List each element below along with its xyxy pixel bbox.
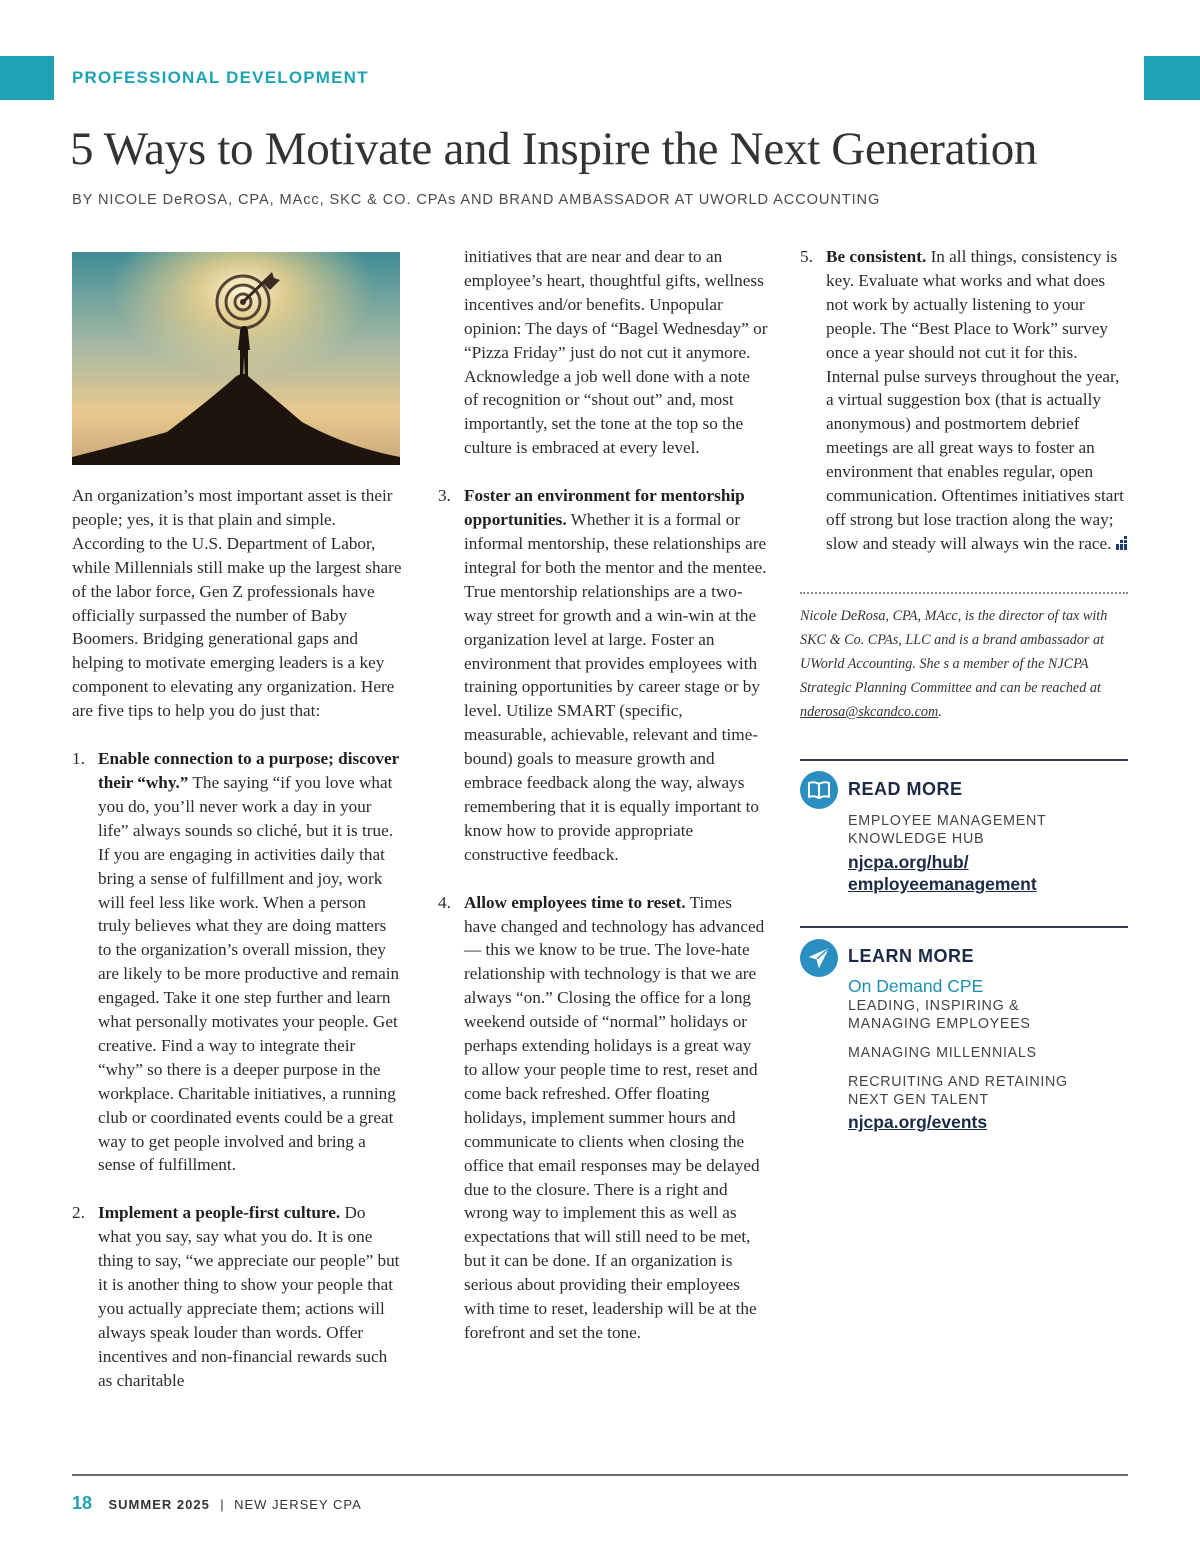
column-2	[438, 245, 768, 1345]
column-3	[800, 245, 1130, 556]
tip-number: 5.	[800, 247, 813, 266]
accent-tab-left	[0, 56, 54, 100]
tip-body: The saying “if you love what you do, you’ll never work a day in your life” always sounds so cliché, but it is true. If you are engaging in activities daily that bring a sense of fulfillment and joy, work will feel less like work. When a person truly believes what they are doing matters to the organization’s overall mission, they are likely to be more productive and remain engaged. Take it one step further and learn what personally motivates your people. Get creative. Find a way to integrate their “why” so there is a deeper purpose in the workplace. Charitable initiatives, a running club or coordinated events could be a great way to get people involved and bring a sense of fulfillment.	[98, 772, 400, 1175]
byline: BY NICOLE DeROSA, CPA, MAcc, SKC & CO. CPAs AND BRAND AMBASSADOR AT UWORLD ACCOUNTING	[72, 192, 881, 208]
tip-number: 1.	[72, 749, 85, 769]
tip-number: 2.	[72, 1203, 85, 1223]
page-number: 18	[72, 1493, 93, 1513]
tip-body: Do what you say, say what you do. It is one thing to say, “we appreciate our people” but it is another thing to show your people that you actually appreciate them; actions will always speak louder than words. Offer incentives and non-financial rewards such as charitable	[98, 1203, 400, 1390]
paper-plane-icon	[800, 939, 838, 977]
read-more-divider	[800, 759, 1128, 761]
tip-body: Whether it is a formal or informal mentorship, these relationships are integral for both the mentor and the mentee. True mentorship relationships are a two-way street for growth and a win-win at the organization level at large. Foster an environment that provides employees with training opportunities by career stage or by level. Utilize SMART (specific, measurable, achievable, relevant and time-bound) goals to measure growth and embrace feedback along the way, always remembering that it is equally important to know how to provide appropriate constructive feedback.	[464, 510, 767, 864]
tip-2-continued	[438, 245, 768, 460]
read-more-caption: EMPLOYEE MANAGEMENT KNOWLEDGE HUB	[848, 813, 1047, 847]
tip-2	[72, 1201, 402, 1392]
learn-more-link[interactable]: njcpa.org/events	[848, 1112, 988, 1132]
tip-3	[438, 484, 768, 867]
intro-paragraph: An organization’s most important asset is their people; yes, it is that plain and simple. According to the U.S. Department of Labor, while Millennials still make up the largest share of the labor force, Gen Z professionals have officially surpassed the number of Baby Boomers. Bridging generational gaps and helping to motivate emerging leaders is a key component to elevating any organization. Here are five tips to help you do just that:	[72, 486, 402, 721]
accent-tab-right	[1144, 56, 1200, 100]
learn-more-title: LEARN MORE	[848, 946, 974, 966]
tip-heading: Be consistent.	[826, 247, 927, 266]
page-footer	[72, 1493, 362, 1514]
book-icon	[800, 771, 838, 809]
tip-number: 3.	[438, 486, 451, 506]
tip-heading: Implement a people-first culture.	[98, 1203, 341, 1223]
author-bio: Nicole DeRosa, CPA, MAcc, is the director of tax with SKC & Co. CPAs, LLC and is a brand ambassador at UWorld Accounting. She s a member of the NJCPA Strategic Planning Committee and can be reached at nderosa@skcandco.com.	[800, 608, 1108, 720]
column-1	[72, 484, 402, 1393]
dot-grid-icon	[1115, 536, 1129, 550]
section-label: PROFESSIONAL DEVELOPMENT	[72, 68, 369, 87]
tip-heading: Foster an environment for mentorship opportunities.	[464, 486, 745, 530]
issue-label: SUMMER 2025	[108, 1497, 210, 1512]
read-more-box	[848, 779, 1128, 895]
read-more-link[interactable]: njcpa.org/hub/ employeemanagement	[848, 852, 1037, 894]
tip-5	[800, 245, 1130, 556]
course-item[interactable]: LEADING, INSPIRING & MANAGING EMPLOYEES	[848, 998, 1031, 1032]
learn-more-divider	[800, 926, 1128, 928]
article-title: 5 Ways to Motivate and Inspire the Next Generation	[70, 123, 1038, 175]
bio-divider	[800, 592, 1128, 594]
learn-more-subtitle: On Demand CPE	[848, 976, 984, 996]
bio-text: Nicole DeRosa, CPA, MAcc, is the director of tax with SKC & Co. CPAs, LLC and is a brand ambassador at UWorld Accounting. She s a member of the NJCPA Strategic Planning Committee and can be reached at	[800, 608, 1108, 696]
footer-separator: |	[220, 1497, 224, 1512]
tip-4	[438, 891, 768, 1345]
read-more-title: READ MORE	[848, 779, 963, 799]
tip-1	[72, 747, 402, 1177]
tip-heading: Allow employees time to reset.	[464, 892, 686, 912]
hero-image	[72, 252, 400, 465]
course-item[interactable]: RECRUITING AND RETAINING NEXT GEN TALENT	[848, 1074, 1068, 1108]
magazine-name: NEW JERSEY CPA	[234, 1497, 362, 1512]
bio-email-link[interactable]: nderosa@skcandco.com	[800, 704, 939, 720]
tip-body: In all things, consistency is key. Evaluate what works and what does not work by actually listening to your people. The “Best Place to Work” survey once a year should not cut it for this. Internal pulse surveys throughout the year, a virtual suggestion box (that is actually anonymous) and postmortem debrief meetings are all great ways to foster an environment that enables regular, open communication. Oftentimes initiatives start off strong but lose traction along the way; slow and steady will always win the race.	[826, 247, 1124, 553]
tip-body-continued: initiatives that are near and dear to an employee’s heart, thoughtful gifts, wellness incentives and/or benefits. Unpopular opinion: The days of “Bagel Wednesday” or “Pizza Friday” just do not cut it anymore. Acknowledge a job well done with a note of recognition or “shout out” and, most importantly, set the tone at the top so the culture is embraced at every level.	[464, 247, 768, 458]
tip-heading: Enable connection to a purpose; discover their “why.”	[98, 749, 399, 792]
footer-divider	[72, 1474, 1128, 1476]
tip-number: 4.	[438, 892, 451, 912]
learn-more-box	[848, 946, 1128, 1133]
tip-body: Times have changed and technology has advanced — this we know to be true. The love-hate relationship with technology is that we are always “on.” Closing the office for a long weekend outside of “normal” holidays or perhaps extending holidays is a great way to allow your people time to rest, reset and come back refreshed. Offer floating holidays, implement summer hours and communicate to clients when closing the office that email responses may be delayed due to the closure. There is a right and wrong way to implement this as well as expectations that will still need to be met, but it can be done. If an organization is serious about providing their employees with time to reset, leadership will be at the forefront and set the tone.	[464, 892, 765, 1342]
course-item[interactable]: MANAGING MILLENNIALS	[848, 1045, 1037, 1061]
